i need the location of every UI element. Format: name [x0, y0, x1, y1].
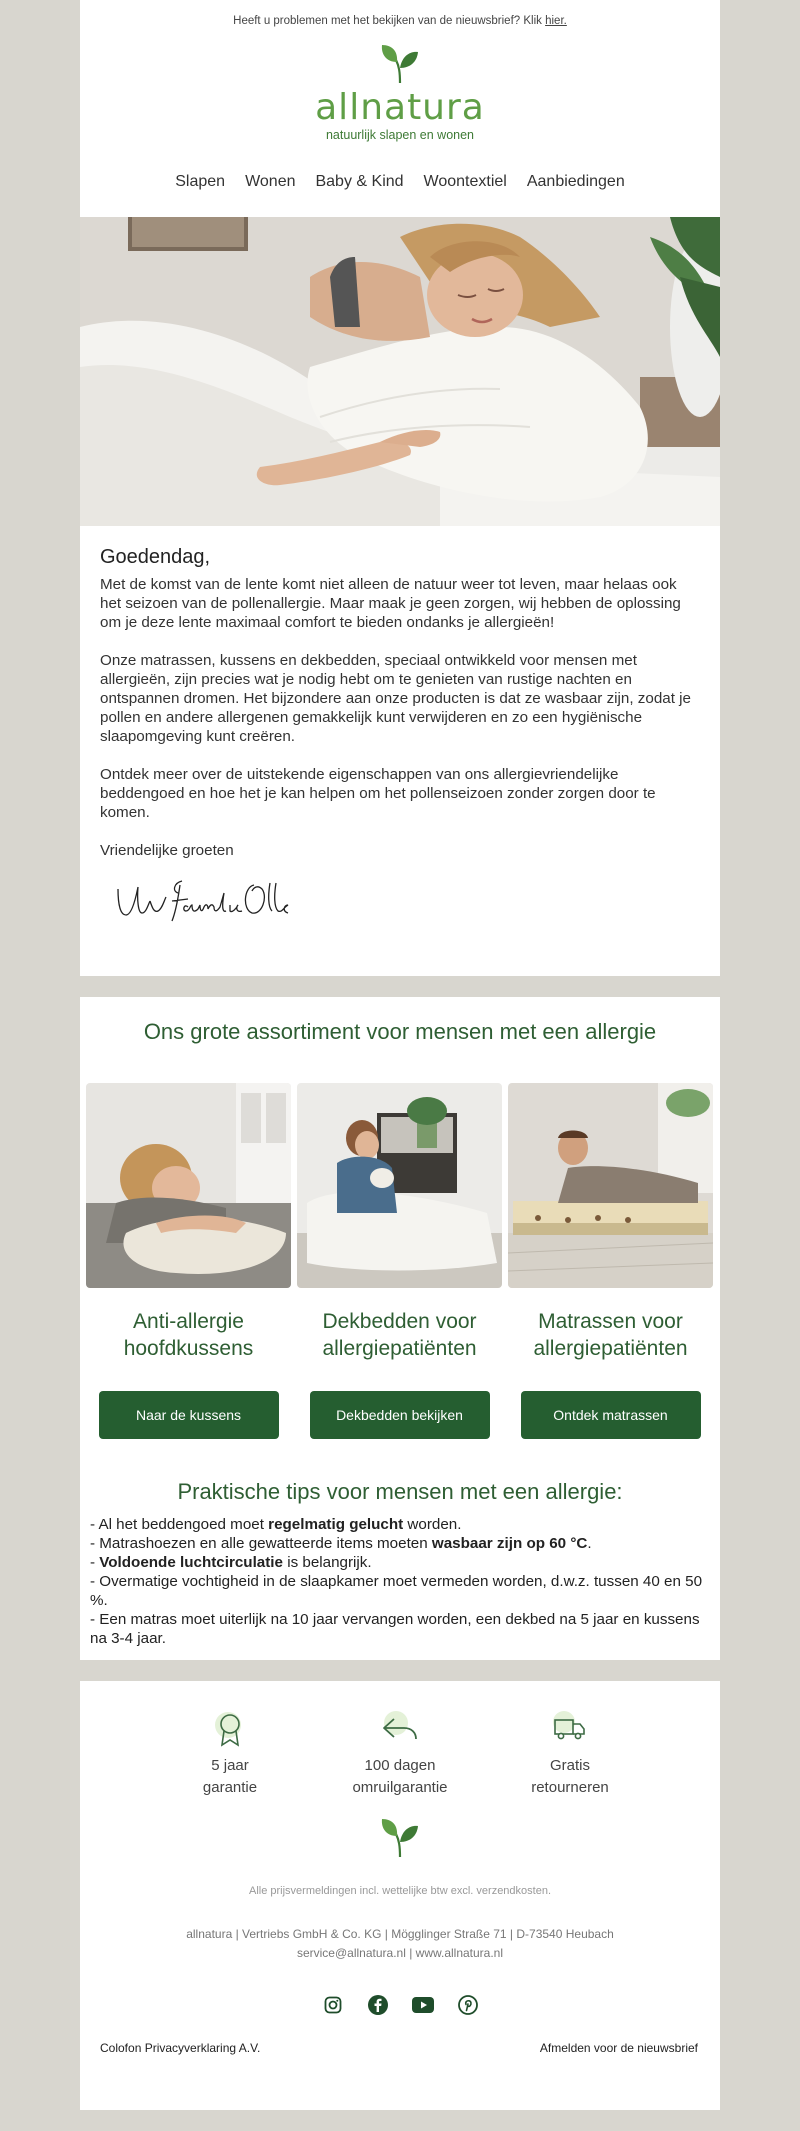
closing: Vriendelijke groeten [100, 842, 234, 859]
product-title: Matrassen voor allergiepatiënten [533, 1310, 688, 1360]
tip-item: - Al het beddengoed moet regelmatig gelucht worden. [90, 1516, 462, 1533]
duvets-cta-button[interactable]: Dekbedden bekijken [310, 1391, 490, 1439]
return-arrow-icon [380, 1709, 420, 1749]
footer-card [80, 1681, 720, 2110]
usp-line: 100 dagen [364, 1757, 436, 1774]
tip-item: - Overmatige vochtigheid in de slaapkamer moet vermeden worden, d.w.z. tussen 40 en 50 %. [90, 1573, 703, 1609]
nav-item-baby-kind[interactable]: Baby & Kind [315, 173, 404, 190]
facebook-icon[interactable] [366, 1993, 390, 2017]
assortment-title: Ons grote assortiment voor mensen met een allergie [143, 1019, 657, 1044]
letter [80, 526, 720, 930]
pillow-product-image[interactable] [86, 1083, 291, 1288]
footer-logo[interactable] [80, 1815, 720, 1885]
product-pillows [86, 1083, 291, 1439]
product-grid [80, 1083, 720, 1439]
nav-item-aanbiedingen[interactable]: Aanbiedingen [526, 173, 625, 190]
hero-image[interactable] [80, 217, 720, 526]
mattresses-cta-button[interactable]: Ontdek matrassen [521, 1391, 701, 1439]
intro-card [80, 0, 720, 976]
assortment-card [80, 997, 720, 1660]
tip-item: - Een matras moet uiterlijk na 10 jaar vervangen worden, een dekbed na 5 jaar en kussens na 3-4 jaar. [90, 1611, 700, 1647]
letter-paragraph-3: Ontdek meer over de uitstekende eigenschappen van ons allergievriendelijke beddengoed en hoe het je kan helpen om het pollenseizoen zonder zorgen door te komen. [100, 766, 656, 821]
instagram-icon[interactable] [321, 1993, 345, 2017]
usp-row [80, 1681, 720, 1815]
nav-item-wonen[interactable]: Wonen [245, 173, 296, 190]
award-ribbon-icon [213, 1709, 247, 1749]
letter-paragraph-2: Onze matrassen, kussens en dekbedden, speciaal ontwikkeld voor mensen met allergieën, zijn precies wat je nodig hebt om te genieten van rustige nachten en ontspannen dromen. Het bijzondere aan onze producten is dat ze wasbaar zijn, zodat je pollen en andere allergenen gemakkelijk kunt verwijderen en zo een hygiënische slaapomgeving kunt creëren. [100, 652, 691, 745]
unsubscribe-link[interactable]: Afmelden voor de nieuwsbrief [539, 2041, 698, 2055]
usp-line: Gratis [549, 1757, 590, 1774]
handwritten-signature [112, 875, 292, 925]
product-duvets [297, 1083, 502, 1439]
mattress-product-image[interactable] [508, 1083, 713, 1288]
view-online-link[interactable]: hier. [545, 15, 567, 27]
logo-tagline: natuurlijk slapen en wonen [325, 128, 475, 142]
tip-item: - Matrashoezen en alle gewatteerde items moeten wasbaar zijn op 60 °C. [90, 1535, 592, 1552]
product-mattresses [508, 1083, 713, 1439]
tips-title: Praktische tips voor mensen met een allergie: [177, 1479, 623, 1504]
greeting: Goedendag, [100, 546, 211, 568]
usp-line: garantie [202, 1779, 258, 1796]
letter-paragraph-1: Met de komst van de lente komt niet alleen de natuur weer tot leven, maar helaas ook het seizoen van de pollenallergie. Maar maak je geen zorgen, wij hebben de oplossing om je deze lente maximaal comfort te bieden ondanks je allergieën! [100, 576, 681, 631]
leaf-logo-icon [380, 42, 420, 84]
contact-line[interactable]: service@allnatura.nl | www.allnatura.nl [296, 1946, 504, 1960]
usp-line: omruilgarantie [352, 1779, 448, 1796]
leaf-logo-icon [380, 1815, 420, 1859]
tips-list [80, 1505, 720, 1648]
pinterest-icon[interactable] [456, 1993, 480, 2017]
man-on-mattress-photo [508, 1083, 713, 1288]
signature [100, 875, 700, 930]
tip-item: - Voldoende luchtcirculatie is belangrijk. [90, 1554, 372, 1571]
usp-line: 5 jaar [211, 1757, 249, 1774]
address-line: allnatura | Vertriebs GmbH & Co. KG | Mögglinger Straße 71 | D-73540 Heubach [186, 1927, 614, 1941]
footer-links [80, 2017, 720, 2055]
product-title: Anti-allergie hoofdkussens [123, 1310, 254, 1360]
usp-exchange [330, 1709, 470, 1815]
pillows-cta-button[interactable]: Naar de kussens [99, 1391, 279, 1439]
nav-item-woontextiel[interactable]: Woontextiel [423, 173, 507, 190]
delivery-truck-icon [550, 1709, 590, 1749]
woman-with-pillow-photo [86, 1083, 291, 1288]
woman-sleeping-on-pillow-image [80, 217, 720, 526]
price-disclaimer: Alle prijsvermeldingen incl. wettelijke btw excl. verzendkosten. [248, 1885, 552, 1897]
legal-links[interactable]: Colofon Privacyverklaring A.V. [100, 2041, 261, 2055]
social-links [80, 1993, 720, 2017]
company-address [80, 1925, 720, 1963]
youtube-icon[interactable] [411, 1993, 435, 2017]
usp-returns [500, 1709, 640, 1815]
preheader-text: Heeft u problemen met het bekijken van de nieuwsbrief? Klik [233, 15, 546, 27]
product-title: Dekbedden voor allergiepatiënten [322, 1310, 477, 1360]
logo-wordmark: allnatura [315, 87, 485, 128]
nav-item-slapen[interactable]: Slapen [175, 173, 226, 190]
usp-guarantee [160, 1709, 300, 1815]
duvet-product-image[interactable] [297, 1083, 502, 1288]
main-nav [80, 145, 720, 217]
usp-line: retourneren [531, 1779, 609, 1796]
preheader [80, 0, 720, 40]
woman-with-duvet-photo [297, 1083, 502, 1288]
allnatura-logo[interactable] [80, 40, 720, 145]
